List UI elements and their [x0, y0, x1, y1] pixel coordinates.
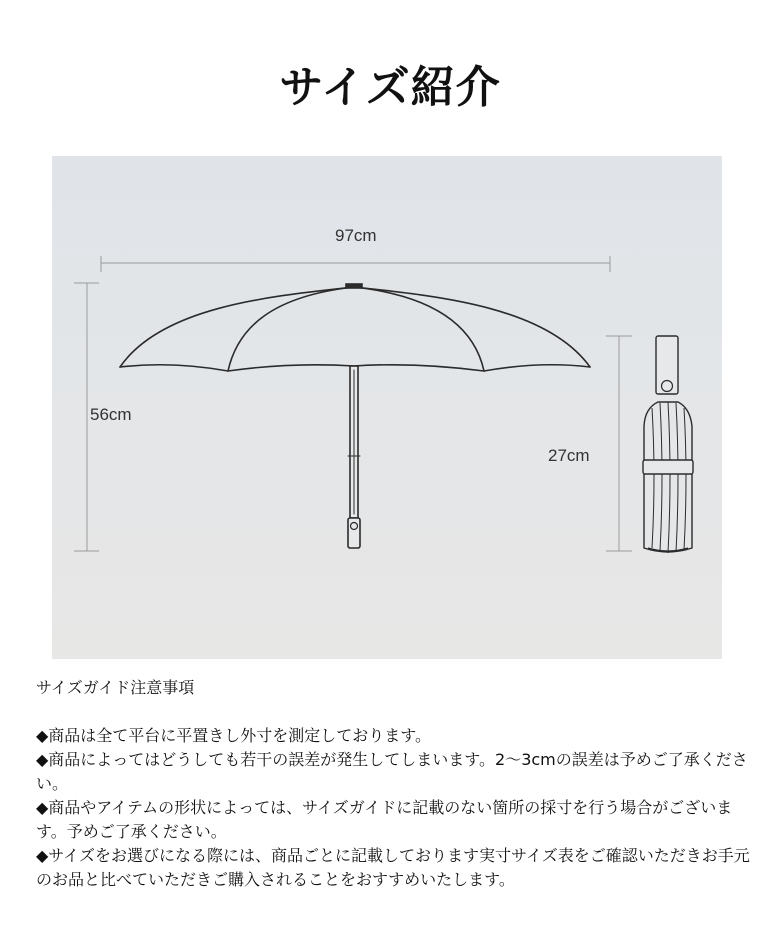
open-umbrella	[120, 284, 590, 548]
size-guide-notes	[36, 676, 752, 892]
note-item-measurement: ◆商品は全て平台に平置きし外寸を測定しております。	[36, 726, 432, 745]
note-item-compare-advice: ◆サイズをお選びになる際には、商品ごとに記載しております実寸サイズ表をご確認いただきお手元のお品と比べていただきご購入されることをおすすめいたします。	[36, 846, 750, 889]
open-height-label: 56cm	[90, 405, 132, 424]
folded-height-label: 27cm	[548, 446, 590, 465]
page-title: サイズ紹介	[279, 62, 501, 113]
width-dimension-line	[101, 256, 610, 272]
folded-height-dimension-line	[606, 336, 632, 551]
size-diagram	[52, 156, 722, 659]
folded-umbrella	[643, 336, 693, 553]
umbrella-illustration	[52, 156, 722, 659]
width-label: 97cm	[335, 226, 377, 245]
note-item-tolerance: ◆商品によってはどうしても若干の誤差が発生してしまいます。2～3cmの誤差は予めご了承ください。	[36, 750, 748, 793]
note-item-unlisted-areas: ◆商品やアイテムの形状によっては、サイズガイドに記載のない箇所の採寸を行う場合がございます。予めご了承ください。	[36, 798, 733, 841]
notes-heading: サイズガイド注意事項	[36, 678, 195, 697]
